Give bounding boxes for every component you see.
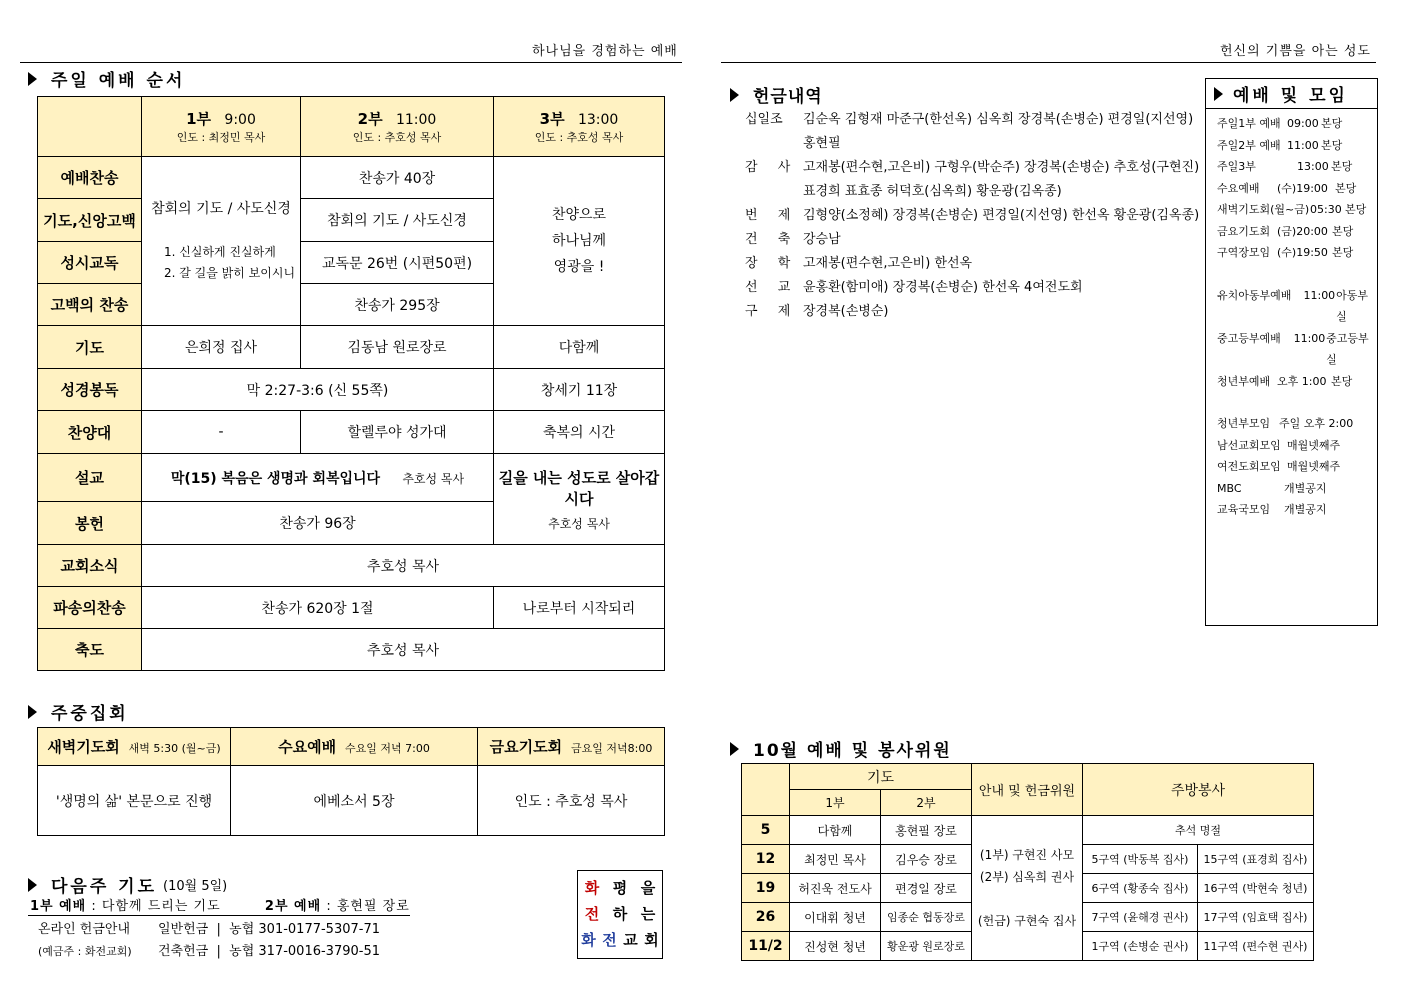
duty-chuseok: 추석 명절 (1083, 816, 1314, 845)
triangle-bullet-icon (730, 88, 739, 102)
schedule-item: 주일2부 예배 11:00 본당 (1217, 138, 1343, 152)
offerings-list (745, 108, 1200, 324)
row-scripture (38, 369, 665, 411)
midweek-table (37, 727, 665, 836)
schedule-box (1205, 78, 1378, 626)
duty-p1-header: 1부 (790, 790, 881, 816)
label-prayer: 기도 (38, 326, 142, 369)
schedule-item: 금요기도회 (금)20:00 본당 (1217, 224, 1354, 238)
duty-p1: 최정민 목사 (790, 845, 881, 874)
schedule-item: 교육국모임 개별공지 (1217, 503, 1327, 516)
prayer-1: 은희정 집사 (142, 326, 301, 369)
schedule-item: 새벽기도회(월~금) 05:30 본당 (1217, 203, 1367, 216)
schedule-item: 유치아동부예배 11:00 아동부실 (1217, 288, 1369, 323)
midweek-content-row (38, 766, 665, 836)
schedule-heading (1206, 79, 1377, 109)
duty-p1: 다함께 (790, 816, 881, 845)
duty-p2: 김우승 장로 (881, 845, 972, 874)
schedule-item: 수요예배 (수)19:00 본당 (1217, 181, 1357, 195)
triangle-bullet-icon (1214, 87, 1223, 101)
duty-corner (742, 764, 790, 816)
duty-date: 19 (742, 874, 790, 903)
online-offering-line1: 온라인 헌금안내 일반헌금 | 농협 301-0177-5307-71 (38, 922, 381, 937)
offering-row: 건 축 강승남 (745, 232, 841, 247)
row-news (38, 545, 665, 587)
offering-row: 선 교 윤홍환(함미애) 장경복(손병순) 한선옥 4여전도회 (745, 280, 1083, 295)
label-scripture: 성경봉독 (38, 369, 142, 411)
online-offering-line2: (예금주 : 화전교회) 건축헌금 | 농협 317-0016-3790-51 (38, 944, 381, 959)
triangle-bullet-icon (28, 705, 37, 719)
offering-row: 장 학 고재봉(편수현,고은비) 한선옥 (745, 256, 973, 271)
next-week-heading (28, 872, 227, 897)
label-offering: 봉헌 (38, 502, 142, 545)
label-sending: 파송의찬송 (38, 587, 142, 629)
label-praise: 예배찬송 (38, 157, 142, 199)
duty-usher-cell: (1부) 구현진 사모 (2부) 심옥희 권사 (헌금) 구현숙 집사 (972, 816, 1083, 961)
duty-title: 10월 예배 및 봉사위원 (753, 741, 952, 761)
service-2-header: 2부 11:00 인도 : 추호성 목사 (301, 97, 494, 157)
duty-date: 12 (742, 845, 790, 874)
next-week-date: (10월 5일) (163, 879, 228, 894)
scripture-12: 막 2:27-3:6 (신 55쪽) (142, 369, 494, 411)
label-prayer-confession: 기도,신앙고백 (38, 199, 142, 242)
schedule-item: 남선교회모임 매월넷째주 (1217, 438, 1341, 452)
duty-date: 26 (742, 903, 790, 932)
label-news: 교회소식 (38, 545, 142, 587)
schedule-item: 주일1부 예배 09:00 본당 (1217, 117, 1343, 130)
news-all: 추호성 목사 (142, 545, 665, 587)
duty-table (741, 763, 1314, 961)
schedule-item: 청년부모임 주일 오후 2:00 (1217, 417, 1354, 430)
s1-opening-block: 참회의 기도 / 사도신경 1. 신실하게 진실하게 2. 갈 길을 밝히 보이시니 (142, 157, 301, 326)
left-header-rule (20, 62, 682, 63)
sending-3: 나로부터 시작되리 (494, 587, 665, 629)
next-week-title: 다음주 기도 (51, 877, 158, 897)
choir-3: 축복의 시간 (494, 411, 665, 454)
scripture-3: 창세기 11장 (494, 369, 665, 411)
next-week-rule (28, 915, 410, 916)
sermon-12: 막(15) 복음은 생명과 회복입니다 추호성 목사 (142, 454, 494, 502)
duty-prayer-header: 기도 (790, 764, 972, 790)
choir-1: - (142, 411, 301, 454)
duty-p2: 임종순 협동장로 (881, 903, 972, 932)
worship-order-table (37, 96, 665, 671)
midweek-header-row (38, 728, 665, 766)
right-header-rule (721, 62, 1376, 63)
s2-confession-hymn: 찬송가 295장 (301, 284, 494, 326)
schedule-item: 청년부예배 오후 1:00 본당 (1217, 374, 1353, 388)
service-3-header: 3부 13:00 인도 : 추호성 목사 (494, 97, 665, 157)
offering-12: 찬송가 96장 (142, 502, 494, 545)
offerings-heading (730, 82, 823, 107)
offering-row: 십일조 김순옥 김형재 마준구(한선옥) 심옥희 장경복(손병순) 편경일(지선영) (745, 112, 1194, 127)
row-prayer (38, 326, 665, 369)
duty-kitchen-2: 15구역 (표경희 집사) (1198, 845, 1314, 874)
duty-kitchen-1: 5구역 (박동복 집사) (1083, 845, 1198, 874)
triangle-bullet-icon (28, 72, 37, 86)
duty-kitchen-2: 16구역 (박현숙 청년) (1198, 874, 1314, 903)
midweek-dawn-header: 새벽기도회 새벽 5:30 (월~금) (38, 728, 231, 766)
row-sending (38, 587, 665, 629)
duty-kitchen-header: 주방봉사 (1083, 764, 1314, 816)
duty-date: 11/2 (742, 932, 790, 961)
choir-2: 할렐루야 성가대 (301, 411, 494, 454)
offering-row: 표경희 표효종 허덕호(심옥희) 황운광(김옥종) (803, 184, 1062, 199)
midweek-heading (28, 699, 129, 724)
schedule-item: 중고등부예배 11:00 중고등부실 (1217, 331, 1369, 366)
sending-12: 찬송가 620장 1절 (142, 587, 494, 629)
duty-kitchen-1: 1구역 (손병순 권사) (1083, 932, 1198, 961)
duty-p1: 허진욱 전도사 (790, 874, 881, 903)
midweek-fri-header: 금요기도회 금요일 저녁8:00 (478, 728, 665, 766)
duty-date: 5 (742, 816, 790, 845)
worship-order-heading (28, 66, 185, 91)
duty-p1: 진성현 청년 (790, 932, 881, 961)
duty-header-row1 (742, 764, 1314, 790)
sermon-3: 길을 내는 성도로 살아갑시다 추호성 목사 (494, 454, 665, 545)
label-confession-hymn: 고백의 찬송 (38, 284, 142, 326)
prayer-3: 다함께 (494, 326, 665, 369)
label-poem: 성시교독 (38, 242, 142, 284)
midweek-wed-content: 에베소서 5장 (231, 766, 478, 836)
s2-poem: 교독문 26번 (시편50편) (301, 242, 494, 284)
offering-row: 감 사 고재봉(편수현,고은비) 구형우(박순주) 장경복(손병순) 추호성(구현진) (745, 160, 1200, 175)
duty-kitchen-1: 6구역 (황종숙 집사) (1083, 874, 1198, 903)
duty-kitchen-2: 17구역 (임효택 집사) (1198, 903, 1314, 932)
schedule-list (1206, 109, 1377, 521)
schedule-item: MBC 개별공지 (1217, 481, 1327, 495)
offering-row: 구 제 장경복(손병순) (745, 304, 889, 319)
duty-p2-header: 2부 (881, 790, 972, 816)
row-choir (38, 411, 665, 454)
duty-p2: 홍현필 장로 (881, 816, 972, 845)
duty-kitchen-2: 11구역 (편수현 권사) (1198, 932, 1314, 961)
label-benediction: 축도 (38, 629, 142, 671)
church-motto-box (577, 870, 663, 959)
s2-prayer-confession: 참회의 기도 / 사도신경 (301, 199, 494, 242)
midweek-dawn-content: '생명의 삶' 본문으로 진행 (38, 766, 231, 836)
label-sermon: 설교 (38, 454, 142, 502)
motto-row3: 화 전 교 회 (581, 931, 659, 949)
worship-order-title: 주일 예배 순서 (51, 71, 186, 91)
label-choir: 찬양대 (38, 411, 142, 454)
offerings-title: 헌금내역 (753, 87, 823, 107)
duty-p2: 황운광 원로장로 (881, 932, 972, 961)
duty-usher-header: 안내 및 헌금위원 (972, 764, 1083, 816)
benediction-all: 추호성 목사 (142, 629, 665, 671)
s2-praise: 찬송가 40장 (301, 157, 494, 199)
duty-p1: 이대휘 청년 (790, 903, 881, 932)
duty-kitchen-1: 7구역 (윤해경 권사) (1083, 903, 1198, 932)
duty-row (742, 816, 1314, 845)
triangle-bullet-icon (28, 878, 37, 892)
right-header: 헌신의 기쁨을 아는 성도 (1220, 44, 1371, 59)
midweek-fri-content: 인도 : 추호성 목사 (478, 766, 665, 836)
midweek-title: 주중집회 (51, 704, 129, 724)
triangle-bullet-icon (730, 742, 739, 756)
offering-row: 번 제 김형양(소정혜) 장경복(손병순) 편경일(지선영) 한선옥 황운광(김옥종) (745, 208, 1200, 223)
schedule-title: 예배 및 모임 (1233, 86, 1348, 106)
schedule-item: 구역장모임 (수)19:50 본당 (1217, 246, 1354, 259)
service-header-row (38, 97, 665, 157)
duty-p2: 편경일 장로 (881, 874, 972, 903)
motto-row1: 화 평 을 (584, 879, 656, 897)
s3-opening-block: 찬양으로 하나님께 영광을 ! (494, 157, 665, 326)
left-header: 하나님을 경험하는 예배 (532, 44, 678, 59)
schedule-item: 여전도회모임 매월넷째주 (1217, 460, 1341, 473)
offering-row: 홍현필 (803, 136, 841, 151)
duty-heading (730, 736, 952, 761)
row-benediction (38, 629, 665, 671)
midweek-wed-header: 수요예배 수요일 저녁 7:00 (231, 728, 478, 766)
next-week-prayers: 1부 예배 : 다함께 드리는 기도 2부 예배 : 홍현필 장로 (30, 899, 410, 914)
motto-row2: 전 하 는 (584, 905, 656, 923)
corner-cell (38, 97, 142, 157)
row-sermon (38, 454, 665, 502)
service-1-header: 1부 9:00 인도 : 최정민 목사 (142, 97, 301, 157)
row-praise (38, 157, 665, 199)
schedule-item: 주일3부 13:00 본당 (1217, 160, 1353, 173)
prayer-2: 김동남 원로장로 (301, 326, 494, 369)
